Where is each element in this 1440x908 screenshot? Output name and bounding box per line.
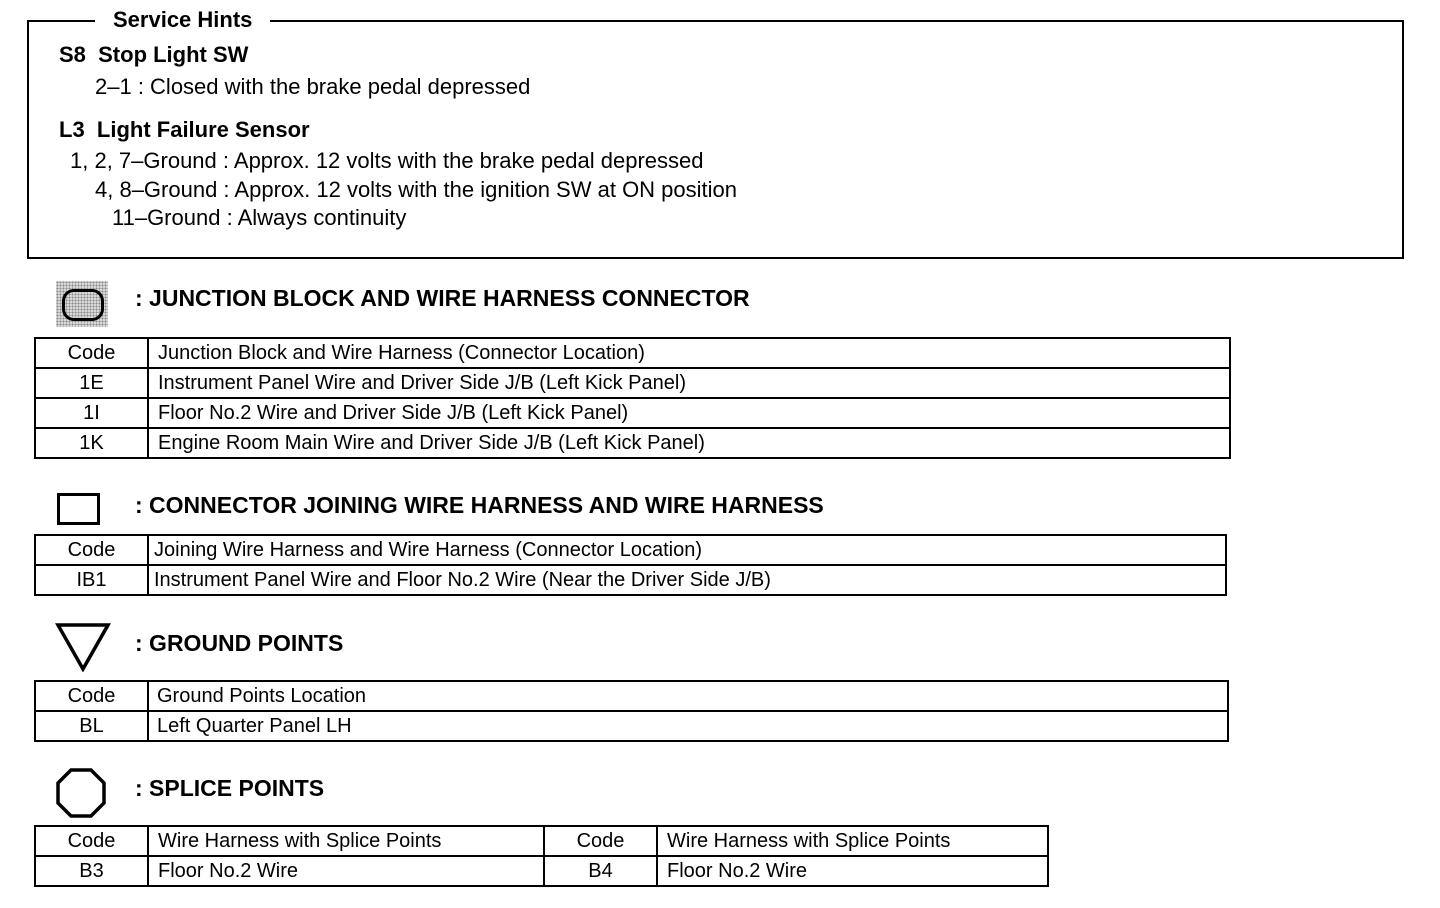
table-header-cell: Junction Block and Wire Harness (Connector Location)	[148, 338, 1230, 368]
code-cell: B3	[35, 856, 148, 886]
table-row	[35, 428, 1230, 458]
s8-heading: S8 Stop Light SW	[59, 42, 249, 67]
table-row	[35, 856, 1048, 886]
junction-table	[34, 337, 1231, 459]
table-header-row	[35, 826, 1048, 856]
junction-block-icon	[56, 281, 108, 327]
code-cell: 1E	[35, 368, 148, 398]
table-header-cell: Code	[35, 535, 148, 565]
table-row	[35, 565, 1226, 595]
location-cell: Instrument Panel Wire and Floor No.2 Wire (Near the Driver Side J/B)	[148, 565, 1226, 595]
location-cell: Engine Room Main Wire and Driver Side J/B (Left Kick Panel)	[148, 428, 1230, 458]
wire-harness-cell: Floor No.2 Wire	[657, 856, 1048, 886]
l3-hint-line: 11–Ground : Always continuity	[112, 205, 407, 230]
ground-section-title: : GROUND POINTS	[135, 630, 344, 656]
junction-section-title: : JUNCTION BLOCK AND WIRE HARNESS CONNECTOR	[135, 285, 750, 311]
code-cell: B4	[544, 856, 657, 886]
connector-section-title: : CONNECTOR JOINING WIRE HARNESS AND WIRE HARNESS	[135, 492, 824, 518]
table-header-cell: Code	[544, 826, 657, 856]
table-header-cell: Wire Harness with Splice Points	[657, 826, 1048, 856]
code-cell: BL	[35, 711, 148, 741]
table-header-cell: Code	[35, 826, 148, 856]
table-row	[35, 711, 1228, 741]
table-header-row	[35, 681, 1228, 711]
connector-table	[34, 534, 1227, 596]
table-header-cell: Joining Wire Harness and Wire Harness (Connector Location)	[148, 535, 1226, 565]
code-cell: 1K	[35, 428, 148, 458]
table-header-cell: Wire Harness with Splice Points	[148, 826, 544, 856]
table-header-cell: Ground Points Location	[148, 681, 1228, 711]
table-header-row	[35, 338, 1230, 368]
location-cell: Instrument Panel Wire and Driver Side J/B (Left Kick Panel)	[148, 368, 1230, 398]
code-cell: IB1	[35, 565, 148, 595]
l3-hint-line: 4, 8–Ground : Approx. 12 volts with the ignition SW at ON position	[95, 177, 738, 202]
ground-table	[34, 680, 1229, 742]
splice-table	[34, 825, 1049, 887]
table-header-cell: Code	[35, 681, 148, 711]
table-row	[35, 398, 1230, 428]
splice-section-title: : SPLICE POINTS	[135, 775, 325, 801]
l3-hint-line: 1, 2, 7–Ground : Approx. 12 volts with the brake pedal depressed	[70, 148, 704, 173]
code-cell: 1I	[35, 398, 148, 428]
connector-icon	[57, 493, 100, 525]
splice-point-icon	[55, 767, 107, 819]
s8-hint-line: 2–1 : Closed with the brake pedal depressed	[95, 74, 531, 99]
location-cell: Left Quarter Panel LH	[148, 711, 1228, 741]
ground-point-icon	[55, 622, 111, 672]
table-row	[35, 368, 1230, 398]
l3-heading: L3 Light Failure Sensor	[59, 117, 310, 142]
service-hints-title: Service Hints	[95, 6, 270, 34]
table-header-row	[35, 535, 1226, 565]
location-cell: Floor No.2 Wire and Driver Side J/B (Left Kick Panel)	[148, 398, 1230, 428]
wire-harness-cell: Floor No.2 Wire	[148, 856, 544, 886]
table-header-cell: Code	[35, 338, 148, 368]
